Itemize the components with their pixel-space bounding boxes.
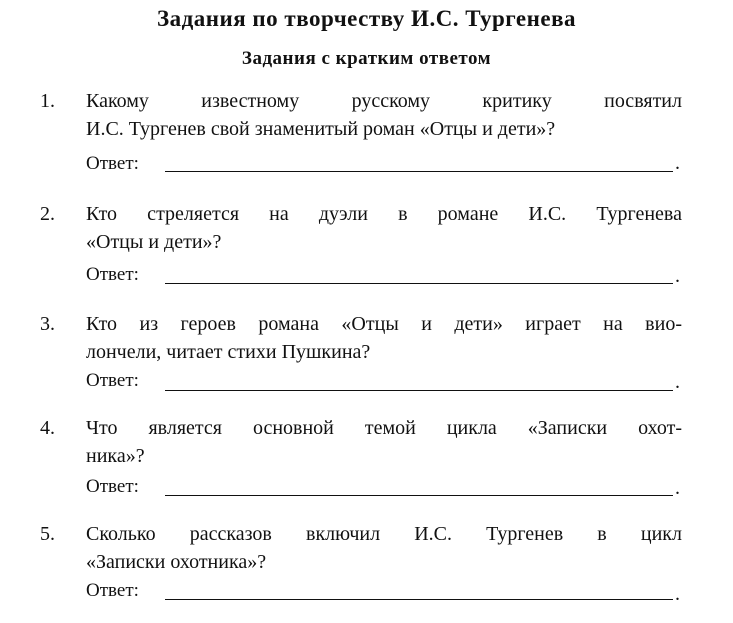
question-number: 3. (40, 313, 55, 335)
question-text-line: «Отцы и дети»? (86, 231, 222, 253)
question-text-line: «Записки охотника»? (86, 551, 267, 573)
question-text-line: Кто из героев романа «Отцы и дети» играет на вио- (86, 313, 682, 335)
answer-line[interactable] (165, 283, 673, 284)
question-number: 4. (40, 417, 55, 439)
answer-label: Ответ: (86, 264, 139, 285)
answer-period: . (675, 265, 680, 287)
answer-line[interactable] (165, 171, 673, 172)
answer-period: . (675, 152, 680, 174)
answer-line[interactable] (165, 390, 673, 391)
answer-label: Ответ: (86, 580, 139, 601)
question-text-line: Кто стреляется на дуэли в романе И.С. Тургенева (86, 203, 682, 225)
question-text-line: лончели, читает стихи Пушкина? (86, 341, 371, 363)
page-title: Задания по творчеству И.С. Тургенева (156, 6, 577, 31)
answer-period: . (675, 371, 680, 393)
answer-line[interactable] (165, 599, 673, 600)
question-text-line: ника»? (86, 445, 145, 467)
question-text-line: И.С. Тургенев свой знаменитый роман «Отцы и дети»? (86, 118, 556, 140)
answer-period: . (675, 583, 680, 605)
answer-line[interactable] (165, 495, 673, 496)
answer-label: Ответ: (86, 153, 139, 174)
answer-label: Ответ: (86, 370, 139, 391)
question-text-line: Какому известному русскому критику посвятил (86, 90, 682, 112)
question-number: 2. (40, 203, 55, 225)
question-number: 5. (40, 523, 55, 545)
question-text-line: Что является основной темой цикла «Записки охот- (86, 417, 682, 439)
answer-label: Ответ: (86, 476, 139, 497)
section-subtitle: Задания с кратким ответом (241, 48, 492, 69)
question-number: 1. (40, 90, 55, 112)
question-text-line: Сколько рассказов включил И.С. Тургенев в цикл (86, 523, 682, 545)
answer-period: . (675, 477, 680, 499)
